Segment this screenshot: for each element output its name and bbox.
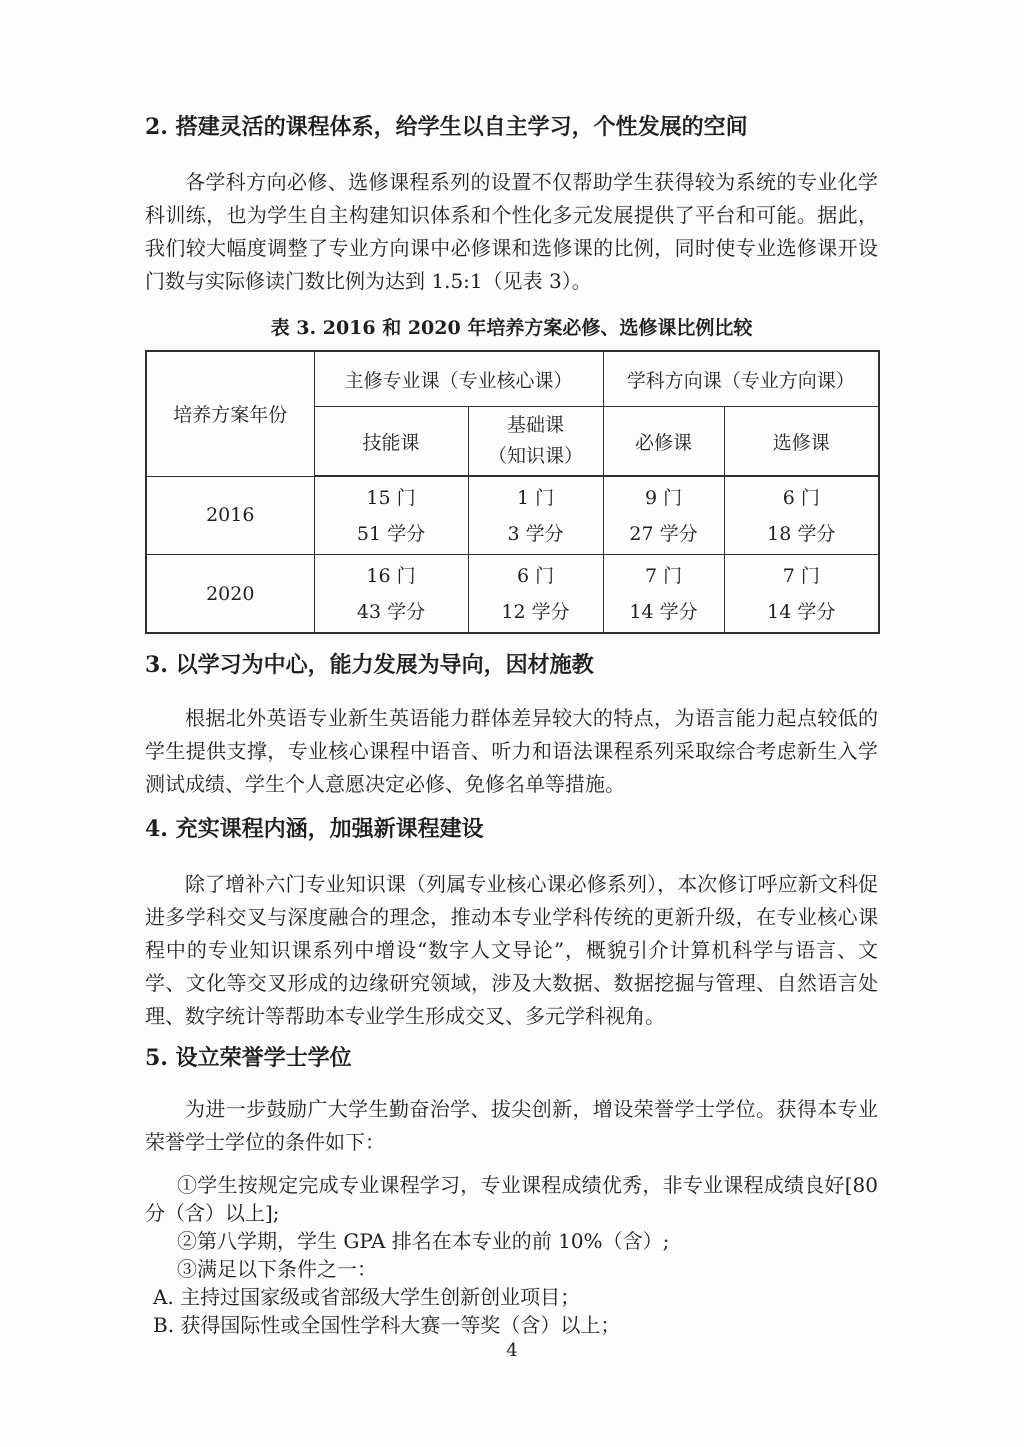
- table-cell-year: 2016: [146, 476, 314, 555]
- section-5-paragraph: 为进一步鼓励广大学生勤奋治学、拔尖创新，增设荣誉学士学位。获得本专业荣誉学士学位的条件如下：: [145, 1097, 878, 1154]
- table-cell-elective: [724, 555, 879, 634]
- cell-courses: 16 门: [366, 564, 416, 587]
- cell-credits: 27 学分: [629, 522, 698, 545]
- section-2-heading: 2. 搭建灵活的课程体系，给学生以自主学习，个性发展的空间: [145, 114, 748, 140]
- table-cell-basic: [468, 555, 603, 634]
- cell-courses: 15 门: [366, 486, 416, 509]
- table-cell-required: [603, 555, 724, 634]
- table-cell-skill: [314, 476, 468, 555]
- page-number: 4: [506, 1340, 518, 1361]
- section-3-heading: 3. 以学习为中心，能力发展为导向，因材施教: [145, 652, 594, 678]
- honors-condition-2: ②第八学期，学生 GPA 排名在本专业的前 10%（含）;: [177, 1229, 670, 1253]
- table-header-basic-course-line1: 基础课: [507, 414, 565, 436]
- table-row-2020: [146, 555, 879, 634]
- cell-credits: 51 学分: [356, 522, 426, 545]
- table-row-2016: [146, 476, 879, 555]
- page-content: [145, 0, 878, 1339]
- cell-courses: 7 门: [782, 564, 820, 587]
- cell-credits: 18 学分: [767, 522, 836, 545]
- section-5-heading: 5. 设立荣誉学士学位: [145, 1045, 352, 1071]
- table-header-group-row: [146, 351, 879, 407]
- cell-credits: 3 学分: [507, 522, 564, 545]
- table-header-direction-course-group: 学科方向课（专业方向课）: [603, 351, 879, 407]
- cell-courses: 6 门: [782, 486, 820, 509]
- cell-credits: 43 学分: [356, 600, 426, 623]
- table-cell-required: [603, 476, 724, 555]
- table-header-year-column: 培养方案年份: [146, 351, 314, 476]
- table-cell-basic: [468, 476, 603, 555]
- table-cell-elective: [724, 476, 879, 555]
- table-header-basic-course: [468, 407, 603, 477]
- table-cell-skill: [314, 555, 468, 634]
- cell-credits: 12 学分: [501, 600, 570, 623]
- table-header-core-course-group: 主修专业课（专业核心课）: [314, 351, 603, 407]
- cell-courses: 9 门: [644, 486, 683, 509]
- honors-conditions-list: [145, 1171, 878, 1339]
- honors-condition-3b: B. 获得国际性或全国性学科大赛一等奖（含）以上；: [153, 1313, 621, 1337]
- section-4-heading: 4. 充实课程内涵，加强新课程建设: [145, 816, 484, 842]
- cell-courses: 6 门: [516, 564, 555, 587]
- cell-courses: 7 门: [644, 564, 683, 587]
- section-3-paragraph: 根据北外英语专业新生英语能力群体差异较大的特点，为语言能力起点较低的学生提供支撑，专业核心课程中语音、听力和语法课程系列采取综合考虑新生入学测试成绩、学生个人意愿决定必修、免修名单等措施。: [145, 706, 878, 796]
- table-header-elective-course: 选修课: [724, 407, 879, 477]
- cell-credits: 14 学分: [629, 600, 698, 623]
- table-header-basic-course-line2: （知识课）: [488, 445, 584, 467]
- table-header-skill-course: 技能课: [314, 407, 468, 477]
- honors-condition-3a: A. 主持过国家级或省部级大学生创新创业项目；: [153, 1285, 581, 1309]
- cell-credits: 14 学分: [767, 600, 836, 623]
- table-header-required-course: 必修课: [603, 407, 724, 477]
- section-4-paragraph: 除了增补六门专业知识课（列属专业核心课必修系列），本次修订呼应新文科促进多学科交叉与深度融合的理念，推动本专业学科传统的更新升级，在专业核心课程中的专业知识课系列中增设“数字人文导论”，概貌引介计算机科学与语言、文学、文化等交叉形成的边缘研究领域，涉及大数据、数据挖掘与管理、自然语言处理、数字统计等帮助本专业学生形成交叉、多元学科视角。: [145, 872, 878, 1028]
- section-2-paragraph: 各学科方向必修、选修课程系列的设置不仅帮助学生获得较为系统的专业化学科训练，也为学生自主构建知识体系和个性化多元发展提供了平台和可能。据此，我们较大幅度调整了专业方向课中必修课和选修课的比例，同时使专业选修课开设门数与实际修读门数比例为达到 1.5:1（见表 3）。: [145, 170, 878, 293]
- table-cell-year: 2020: [146, 555, 314, 634]
- table-caption: 表 3. 2016 和 2020 年培养方案必修、选修课比例比较: [270, 317, 753, 339]
- curriculum-comparison-table: [145, 350, 880, 634]
- cell-courses: 1 门: [516, 486, 555, 509]
- honors-condition-3: ③满足以下条件之一：: [177, 1257, 377, 1281]
- honors-condition-1: ①学生按规定完成专业课程学习，专业课程成绩优秀，非专业课程成绩良好[80 分（含）以上];: [145, 1173, 878, 1225]
